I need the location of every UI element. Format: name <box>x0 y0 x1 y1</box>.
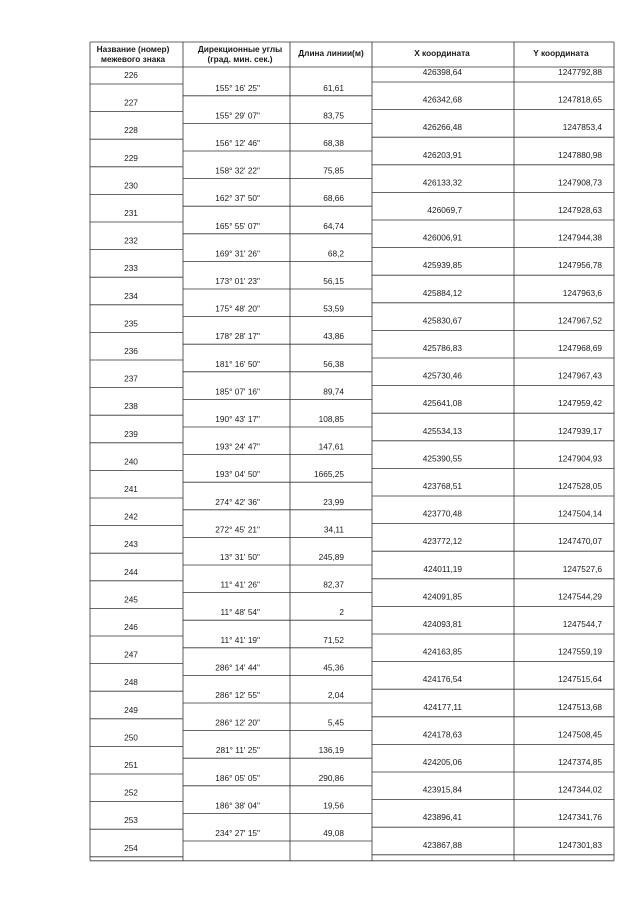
header-name-line1: Название (номер) <box>96 44 170 54</box>
segment-direction-angle: 155° 29' 07" <box>215 110 260 121</box>
segment-length: 2 <box>339 607 344 618</box>
segment-direction-angle: 274° 42' 36" <box>215 496 260 507</box>
segment-length: 136,19 <box>318 745 344 756</box>
segment-length: 245,89 <box>318 552 344 562</box>
point-x-coordinate: 424091,85 <box>422 591 462 602</box>
segment-direction-angle: 165° 55' 07" <box>215 220 260 231</box>
point-x-coordinate: 423915,84 <box>422 784 462 795</box>
point-name: 241 <box>124 484 138 494</box>
point-name: 230 <box>124 180 138 191</box>
point-name: 229 <box>124 152 138 163</box>
point-name: 231 <box>124 208 138 218</box>
segment-length: 53,59 <box>323 303 344 314</box>
point-x-coordinate: 423867,88 <box>422 839 462 850</box>
point-x-coordinate: 424176,54 <box>422 674 462 685</box>
point-name: 238 <box>124 401 138 412</box>
header-angle-line2: (град. мин. сек.) <box>207 54 273 64</box>
point-x-coordinate: 425884,12 <box>422 287 462 298</box>
point-name: 234 <box>124 290 138 301</box>
point-name: 254 <box>124 842 138 853</box>
segment-length: 290,86 <box>318 772 344 783</box>
segment-direction-angle: 193° 24' 47" <box>215 441 260 452</box>
point-y-coordinate: 1247301,83 <box>558 839 602 850</box>
segment-length: 68,38 <box>323 138 344 148</box>
segment-direction-angle: 186° 05' 05" <box>215 772 260 783</box>
header-angle-line1: Дирекционные углы <box>197 44 283 54</box>
point-x-coordinate: 425830,67 <box>422 315 462 326</box>
point-y-coordinate: 1247818,65 <box>558 94 602 105</box>
point-x-coordinate: 424163,85 <box>422 646 462 657</box>
segment-length: 71,52 <box>323 634 344 645</box>
segment-direction-angle: 11° 48' 54" <box>220 607 260 618</box>
point-y-coordinate: 1247944,38 <box>558 232 602 243</box>
point-name: 245 <box>124 594 138 605</box>
point-y-coordinate: 1247513,68 <box>558 701 602 712</box>
point-x-coordinate: 424205,06 <box>422 757 462 767</box>
point-name: 226 <box>124 70 138 80</box>
point-y-coordinate: 1247527,6 <box>562 563 602 574</box>
segment-direction-angle: 281° 11' 25" <box>215 745 260 756</box>
point-x-coordinate: 426203,91 <box>422 149 462 160</box>
segment-direction-angle: 175° 48' 20" <box>215 303 260 314</box>
point-name: 250 <box>124 732 138 743</box>
segment-direction-angle: 286° 12' 55" <box>215 690 260 700</box>
segment-length: 23,99 <box>323 496 344 507</box>
point-x-coordinate: 424178,63 <box>422 729 462 740</box>
point-y-coordinate: 1247968,69 <box>558 343 602 353</box>
segment-direction-angle: 286° 14' 44" <box>215 662 260 673</box>
point-y-coordinate: 1247341,76 <box>558 812 602 823</box>
point-y-coordinate: 1247508,45 <box>558 729 602 740</box>
segment-length: 108,85 <box>318 414 344 424</box>
point-y-coordinate: 1247853,4 <box>562 122 602 133</box>
segment-direction-angle: 234° 27' 15" <box>215 828 260 838</box>
segment-direction-angle: 162° 37' 50" <box>215 193 260 204</box>
point-x-coordinate: 424011,19 <box>423 563 462 574</box>
point-y-coordinate: 1247967,43 <box>558 370 602 381</box>
segment-length: 1665,25 <box>314 469 344 480</box>
segment-direction-angle: 186° 38' 04" <box>215 800 260 811</box>
segment-direction-angle: 185° 07' 16" <box>215 386 260 397</box>
table-body <box>124 67 602 853</box>
point-name: 252 <box>124 787 138 798</box>
point-y-coordinate: 1247559,19 <box>558 646 602 657</box>
segment-direction-angle: 286° 12' 20" <box>215 717 260 728</box>
segment-length: 45,36 <box>323 662 344 673</box>
point-y-coordinate: 1247528,05 <box>558 481 602 491</box>
point-x-coordinate: 423772,12 <box>422 536 462 547</box>
segment-length: 2,04 <box>327 690 344 700</box>
header-x-coordinate: X координата <box>414 48 470 58</box>
point-name: 253 <box>124 815 138 826</box>
point-x-coordinate: 426006,91 <box>422 232 462 243</box>
segment-length: 68,66 <box>323 193 344 204</box>
table-grid <box>90 42 614 861</box>
segment-length: 64,74 <box>323 220 344 231</box>
point-y-coordinate: 1247544,7 <box>562 619 602 629</box>
point-x-coordinate: 425534,13 <box>422 425 462 436</box>
segment-length: 5,45 <box>327 717 344 728</box>
point-name: 251 <box>124 760 138 770</box>
segment-length: 68,2 <box>327 248 344 259</box>
point-name: 244 <box>124 566 138 577</box>
point-name: 237 <box>124 373 138 384</box>
point-name: 246 <box>124 622 138 632</box>
point-name: 248 <box>124 677 138 688</box>
table-header <box>97 44 589 64</box>
point-x-coordinate: 426069,7 <box>427 205 462 215</box>
segment-direction-angle: 190° 43' 17" <box>215 414 260 424</box>
point-name: 243 <box>124 539 138 550</box>
segment-length: 49,08 <box>323 828 344 838</box>
point-x-coordinate: 424177,11 <box>423 701 462 712</box>
segment-direction-angle: 272° 45' 21" <box>215 524 260 535</box>
segment-length: 147,61 <box>318 441 344 452</box>
point-name: 232 <box>124 235 138 246</box>
point-y-coordinate: 1247374,85 <box>558 757 602 767</box>
segment-direction-angle: 11° 41' 19" <box>220 634 260 645</box>
point-x-coordinate: 426133,32 <box>422 177 462 188</box>
point-y-coordinate: 1247928,63 <box>558 205 602 215</box>
point-y-coordinate: 1247967,52 <box>558 315 602 326</box>
point-x-coordinate: 423770,48 <box>422 508 462 519</box>
point-name: 236 <box>124 346 138 356</box>
segment-length: 89,74 <box>323 386 344 397</box>
segment-length: 56,15 <box>323 276 344 286</box>
point-name: 249 <box>124 704 138 715</box>
point-y-coordinate: 1247956,78 <box>558 260 602 271</box>
point-x-coordinate: 425730,46 <box>422 370 462 381</box>
point-name: 239 <box>124 428 138 439</box>
point-x-coordinate: 425786,83 <box>422 343 462 353</box>
segment-length: 19,56 <box>323 800 344 811</box>
point-y-coordinate: 1247515,64 <box>558 674 602 685</box>
point-name: 240 <box>124 456 138 467</box>
point-x-coordinate: 423896,41 <box>422 812 462 823</box>
point-x-coordinate: 425390,55 <box>422 453 462 464</box>
segment-direction-angle: 169° 31' 26" <box>215 248 260 259</box>
segment-direction-angle: 193° 04' 50" <box>215 469 260 480</box>
segment-direction-angle: 173° 01' 23" <box>215 276 260 286</box>
segment-length: 56,38 <box>323 358 344 369</box>
segment-direction-angle: 155° 16' 25" <box>215 82 260 93</box>
point-x-coordinate: 426342,68 <box>422 94 462 105</box>
segment-length: 34,11 <box>323 524 344 535</box>
point-name: 247 <box>124 649 138 660</box>
point-y-coordinate: 1247792,88 <box>558 67 602 77</box>
point-x-coordinate: 425939,85 <box>422 260 462 271</box>
point-x-coordinate: 426398,64 <box>422 67 462 77</box>
segment-length: 61,61 <box>323 82 344 93</box>
segment-direction-angle: 156° 12' 46" <box>215 138 260 148</box>
point-x-coordinate: 423768,51 <box>422 481 462 491</box>
point-y-coordinate: 1247939,17 <box>558 425 602 436</box>
point-y-coordinate: 1247959,42 <box>558 398 602 409</box>
point-y-coordinate: 1247344,02 <box>558 784 602 795</box>
point-y-coordinate: 1247470,07 <box>558 536 602 547</box>
segment-length: 83,75 <box>323 110 344 121</box>
point-x-coordinate: 425641,08 <box>422 398 462 409</box>
point-name: 235 <box>124 318 138 329</box>
header-name-line2: межевого знака <box>100 54 166 64</box>
segment-direction-angle: 11° 41' 26" <box>220 579 260 590</box>
point-name: 242 <box>124 511 138 522</box>
header-length: Длина линии(м) <box>298 48 364 58</box>
point-y-coordinate: 1247908,73 <box>558 177 602 188</box>
point-y-coordinate: 1247504,14 <box>558 508 602 519</box>
segment-length: 82,37 <box>323 579 344 590</box>
point-y-coordinate: 1247880,98 <box>558 149 602 160</box>
segment-direction-angle: 13° 31' 50" <box>219 552 260 562</box>
point-x-coordinate: 424093,81 <box>422 619 462 629</box>
segment-length: 75,85 <box>323 165 344 176</box>
point-y-coordinate: 1247904,93 <box>558 453 602 464</box>
point-name: 227 <box>124 97 138 108</box>
header-y-coordinate: Y координата <box>533 48 589 58</box>
segment-direction-angle: 181° 16' 50" <box>215 358 260 369</box>
point-x-coordinate: 426266,48 <box>422 122 462 133</box>
segment-length: 43,86 <box>323 331 344 342</box>
point-y-coordinate: 1247544,29 <box>558 591 602 602</box>
point-name: 233 <box>124 263 138 274</box>
segment-direction-angle: 178° 28' 17" <box>215 331 260 342</box>
point-y-coordinate: 1247963,6 <box>562 287 602 298</box>
point-name: 228 <box>124 125 138 136</box>
segment-direction-angle: 158° 32' 22" <box>215 165 260 176</box>
